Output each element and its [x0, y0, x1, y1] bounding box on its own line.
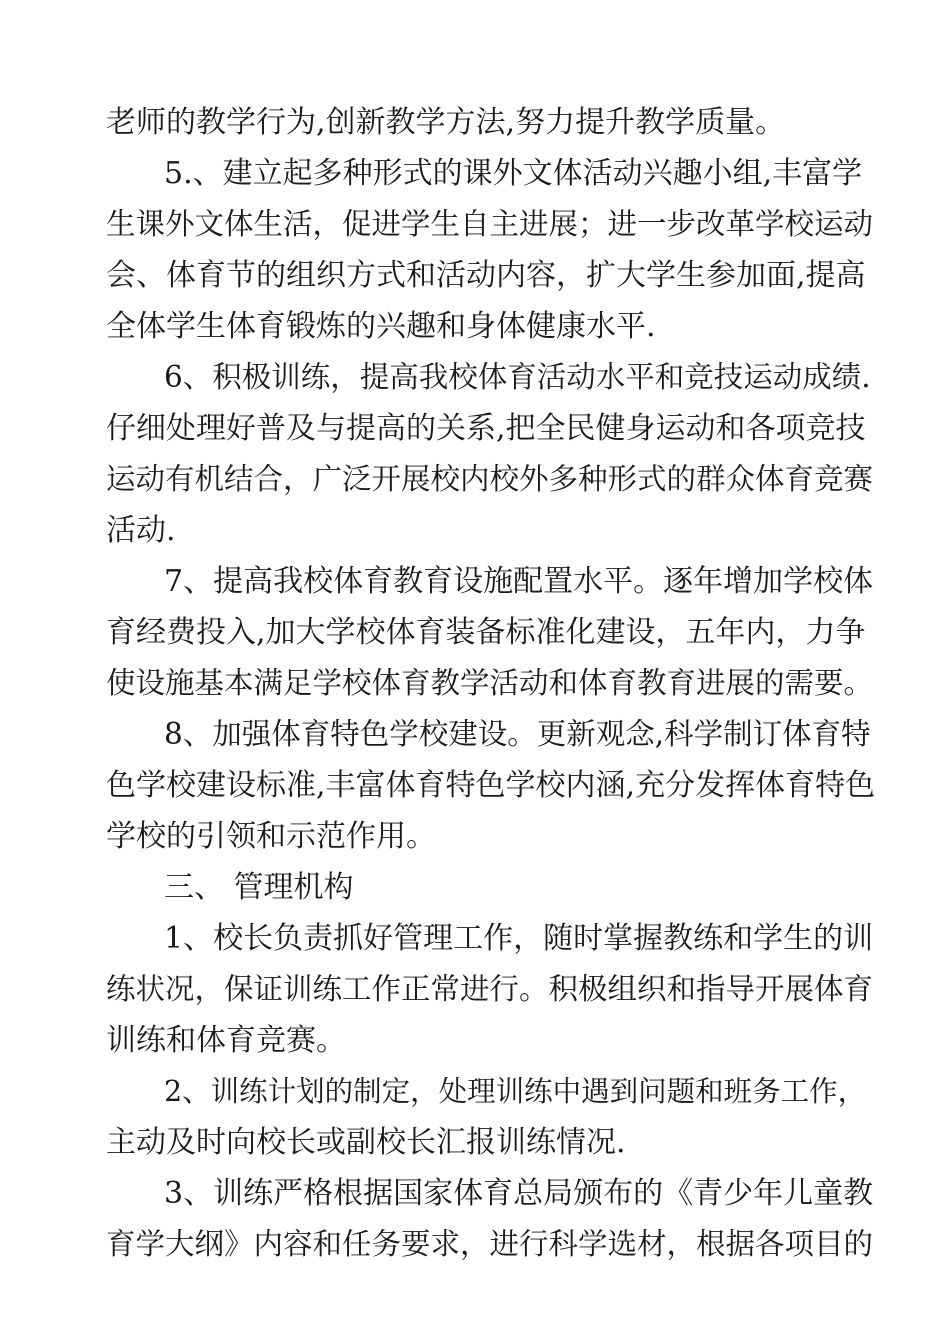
text-line-13: 8、加强体育特色学校建设。更新观念,科学制订体育特 [164, 717, 871, 751]
text-line-8: 运动有机结合，广泛开展校内校外多种形式的群众体育竞赛 [106, 462, 874, 496]
text-line-1: 老师的教学行为,创新教学方法,努力提升教学质量。 [106, 105, 786, 140]
document-body [106, 97, 876, 1270]
text-line-14: 色学校建设标准,丰富体育特色学校内涵,充分发挥体育特色 [106, 768, 876, 803]
text-line-19: 训练和体育竞赛。 [106, 1023, 346, 1058]
text-line-6: 6、积极训练，提高我校体育活动水平和竞技运动成绩. [164, 360, 871, 394]
text-line-2: 5.、建立起多种形式的课外文体活动兴趣小组,丰富学 [164, 156, 863, 191]
text-line-3: 生课外文体生活，促进学生自主进展；进一步改革学校运动 [106, 207, 874, 241]
text-line-22: 3、训练严格根据国家体育总局颁布的《青少年儿童教 [164, 1176, 874, 1211]
text-line-15: 学校的引领和示范作用。 [106, 819, 436, 854]
text-line-4: 会、体育节的组织方式和活动内容，扩大学生参加面,提高 [106, 258, 866, 293]
text-line-23: 育学大纲》内容和任务要求，进行科学选材，根据各项目的 [106, 1227, 874, 1261]
text-line-17: 1、校长负责抓好管理工作，随时掌握教练和学生的训 [164, 921, 874, 956]
text-line-9: 活动. [106, 513, 176, 548]
text-line-18: 练状况，保证训练工作正常进行。积极组织和指导开展体育 [106, 972, 874, 1006]
text-line-7: 仔细处理好普及与提高的关系,把全民健身运动和各项竞技 [106, 411, 866, 446]
text-line-10: 7、提高我校体育教育设施配置水平。逐年增加学校体 [164, 564, 874, 599]
text-line-12: 使设施基本满足学校体育教学活动和体育教育进展的需要。 [106, 666, 874, 700]
section-heading: 三、 管理机构 [164, 870, 354, 905]
text-line-5: 全体学生体育锻炼的兴趣和身体健康水平. [106, 309, 656, 344]
text-line-20: 2、训练计划的制定，处理训练中遇到问题和班务工作， [164, 1075, 867, 1108]
text-line-21: 主动及时向校长或副校长汇报训练情况. [106, 1125, 626, 1160]
text-line-11: 育经费投入,加大学校体育装备标准化建设，五年内，力争 [106, 615, 866, 650]
